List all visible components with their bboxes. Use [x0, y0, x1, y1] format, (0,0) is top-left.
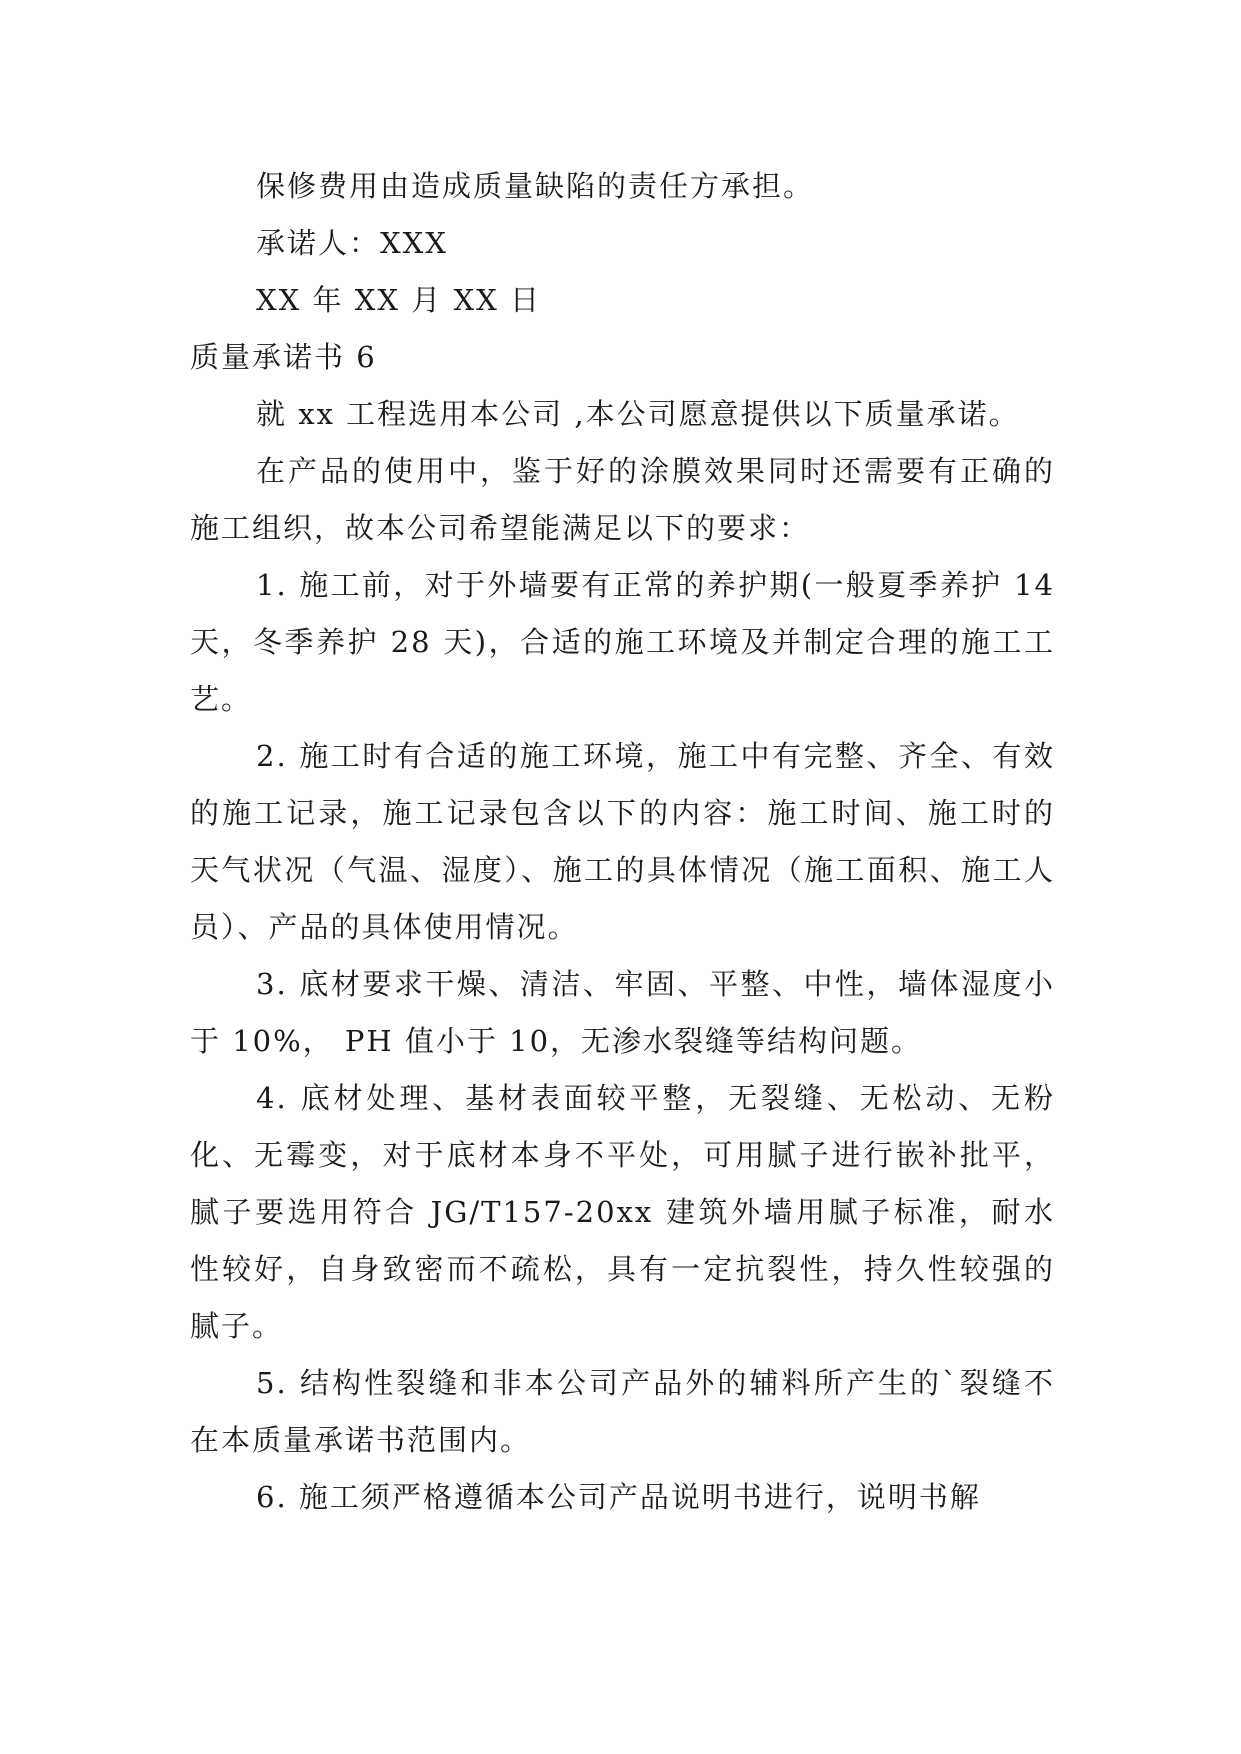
list-item-4: 4. 底材处理、基材表面较平整，无裂缝、无松动、无粉化、无霉变，对于底材本身不平处，可用腻子进行嵌补批平，腻子要选用符合 JG/T157-20xx 建筑外墙用腻子标准，耐水性较好，自身致密而不疏松，具有一定抗裂性，持久性较强的腻子。	[190, 1081, 1055, 1343]
paragraph-intro: 就 xx 工程选用本公司 ,本公司愿意提供以下质量承诺。	[256, 397, 1020, 431]
document-body	[190, 158, 1055, 1526]
section-heading: 质量承诺书 6	[190, 340, 377, 374]
paragraph-requirements-intro: 在产品的使用中，鉴于好的涂膜效果同时还需要有正确的施工组织，故本公司希望能满足以下的要求：	[190, 454, 1055, 545]
paragraph-date: XX 年 XX 月 XX 日	[256, 283, 541, 317]
paragraph-warranty-cost: 保修费用由造成质量缺陷的责任方承担。	[256, 169, 815, 203]
list-item-5: 5. 结构性裂缝和非本公司产品外的辅料所产生的`裂缝不在本质量承诺书范围内。	[190, 1366, 1055, 1457]
list-item-3: 3. 底材要求干燥、清洁、牢固、平整、中性，墙体湿度小于 10%， PH 值小于 10，无渗水裂缝等结构问题。	[190, 967, 1055, 1058]
list-item-6: 6. 施工须严格遵循本公司产品说明书进行，说明书解	[256, 1480, 981, 1514]
paragraph-promisor: 承诺人：XXX	[256, 226, 448, 260]
list-item-2: 2. 施工时有合适的施工环境，施工中有完整、齐全、有效的施工记录，施工记录包含以下的内容：施工时间、施工时的天气状况（气温、湿度）、施工的具体情况（施工面积、施工人员）、产品的具体使用情况。	[190, 739, 1055, 944]
list-item-1: 1. 施工前，对于外墙要有正常的养护期(一般夏季养护 14 天，冬季养护 28 天)，合适的施工环境及并制定合理的施工工艺。	[190, 568, 1055, 716]
